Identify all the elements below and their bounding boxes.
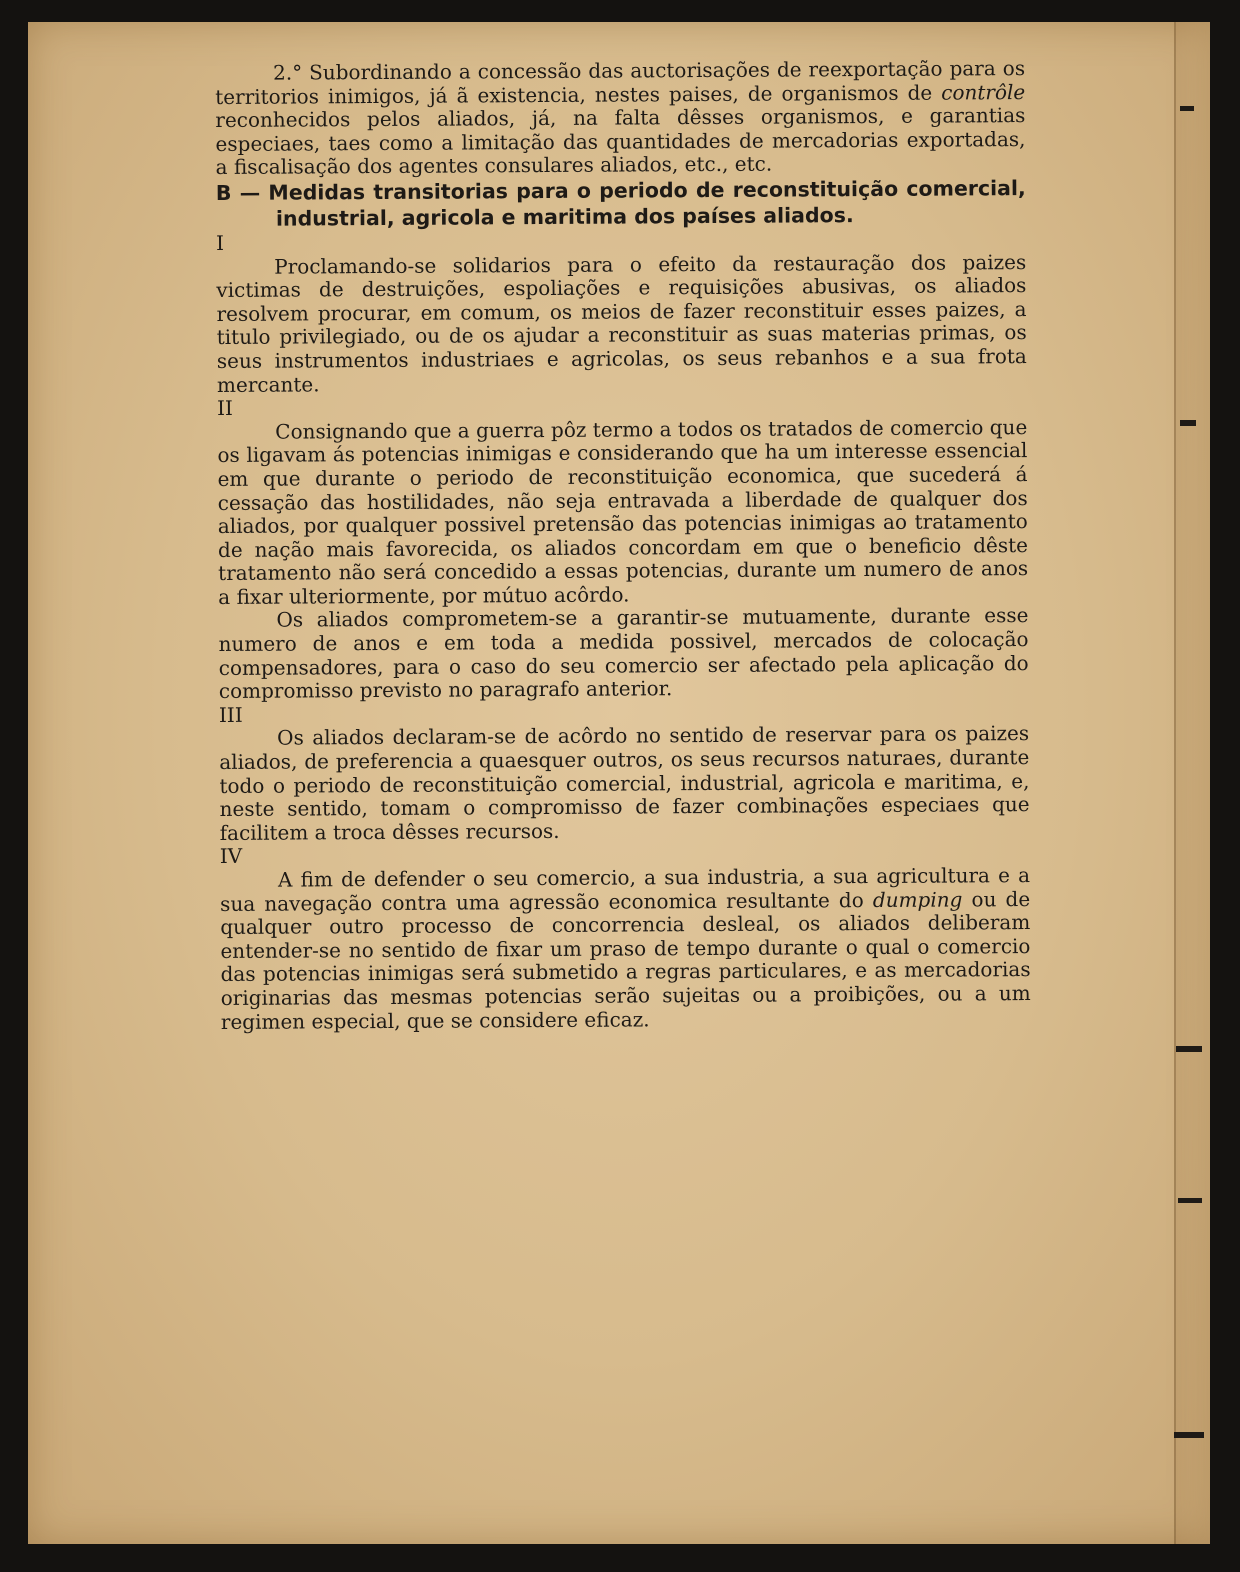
page-right-edge [1174, 22, 1210, 1544]
section-iv [220, 840, 1031, 1034]
document-page [28, 22, 1210, 1544]
section-paragraph: Consignando que a guerra pôz termo a todos os tratados de comercio que os ligavam ás potencias inimigas e considerando que ha um interesse essencial em que durante o periodo de reconstituição economica, que sucederá á cessação das hostilidades, não seja entravada a liberdade de qualquer dos aliados, por qualquer possivel pretensão das potencias inimigas ao tratamento de nação mais favorecida, os aliados concordam em que o beneficio dêste tratamento não será concedido a essas potencias, durante um numero de anos a fixar ulteriormente, por mútuo acôrdo. [217, 414, 1029, 609]
ink-mark [1174, 1432, 1204, 1438]
document-body [215, 57, 1031, 1034]
italic-term: contrôle [941, 79, 1026, 105]
section-b-heading: B — Medidas transitorias para o periodo de reconstituição comercial, industrial, agricola e maritima dos países aliados. [215, 176, 1026, 231]
section-paragraph: Os aliados declaram-se de acôrdo no sentido de reservar para os paizes aliados, de preferencia a quaesquer outros, os seus recursos naturaes, durante todo o periodo de reconstituição comercial, industrial, agricola e maritima, e, neste sentido, tomam o compromisso de fazer combinações especiaes que facilitem a troca dêsses recursos. [219, 721, 1030, 845]
section-paragraph: A fim de defender o seu comercio, a sua industria, a sua agricultura e a sua navegação contra uma agressão economica resultante do dumping ou de qualquer outro processo de concorrencia desleal, os aliados deliberam entender-se no sentido de fixar um praso de tempo durante o qual o comercio das potencias inimigas será submetido a regras particulares, e as mercadorias originarias das mesmas potencias serão sujeitas ou a proibições, ou a um regimen especial, que se considere eficaz. [220, 863, 1031, 1034]
section-numeral: I [216, 230, 225, 255]
section-i [216, 227, 1027, 397]
ink-mark [1180, 106, 1194, 111]
section-numeral: III [218, 702, 243, 727]
italic-term: dumping [872, 887, 963, 912]
section-iii [219, 699, 1030, 846]
section-numeral: IV [219, 844, 243, 869]
paragraph-2: 2.° Subordinando a concessão das auctorisações de reexportação para os territorios inimigos, já ã existencia, nestes paises, de organismos de contrôle reconhecidos pelos aliados, já, na falta dêsses organismos, e garantias especiaes, taes como a limitação das quantidades de mercadorias exportadas, a fiscalisação dos agentes consulares aliados, etc., etc. [215, 56, 1026, 180]
section-numeral: II [217, 396, 233, 421]
section-ii [217, 392, 1029, 704]
section-paragraph: Os aliados comprometem-se a garantir-se mutuamente, durante esse numero de anos e em toda a medida possivel, mercados de colocação compensadores, para o caso do seu comercio ser afectado pela aplicação do compromisso previsto no paragrafo anterior. [218, 603, 1029, 704]
ink-mark [1180, 420, 1196, 426]
ink-mark [1178, 1198, 1202, 1203]
section-paragraph: Proclamando-se solidarios para o efeito da restauração dos paizes victimas de destruições, espoliações e requisições abusivas, os aliados resolvem procurar, em comum, os meios de fazer reconstituir esses paizes, a titulo privilegiado, ou de os ajudar a reconstituir as suas materias primas, os seus instrumentos industriaes e agricolas, os seus rebanhos e a sua frota mercante. [216, 249, 1027, 397]
ink-mark [1176, 1046, 1202, 1052]
